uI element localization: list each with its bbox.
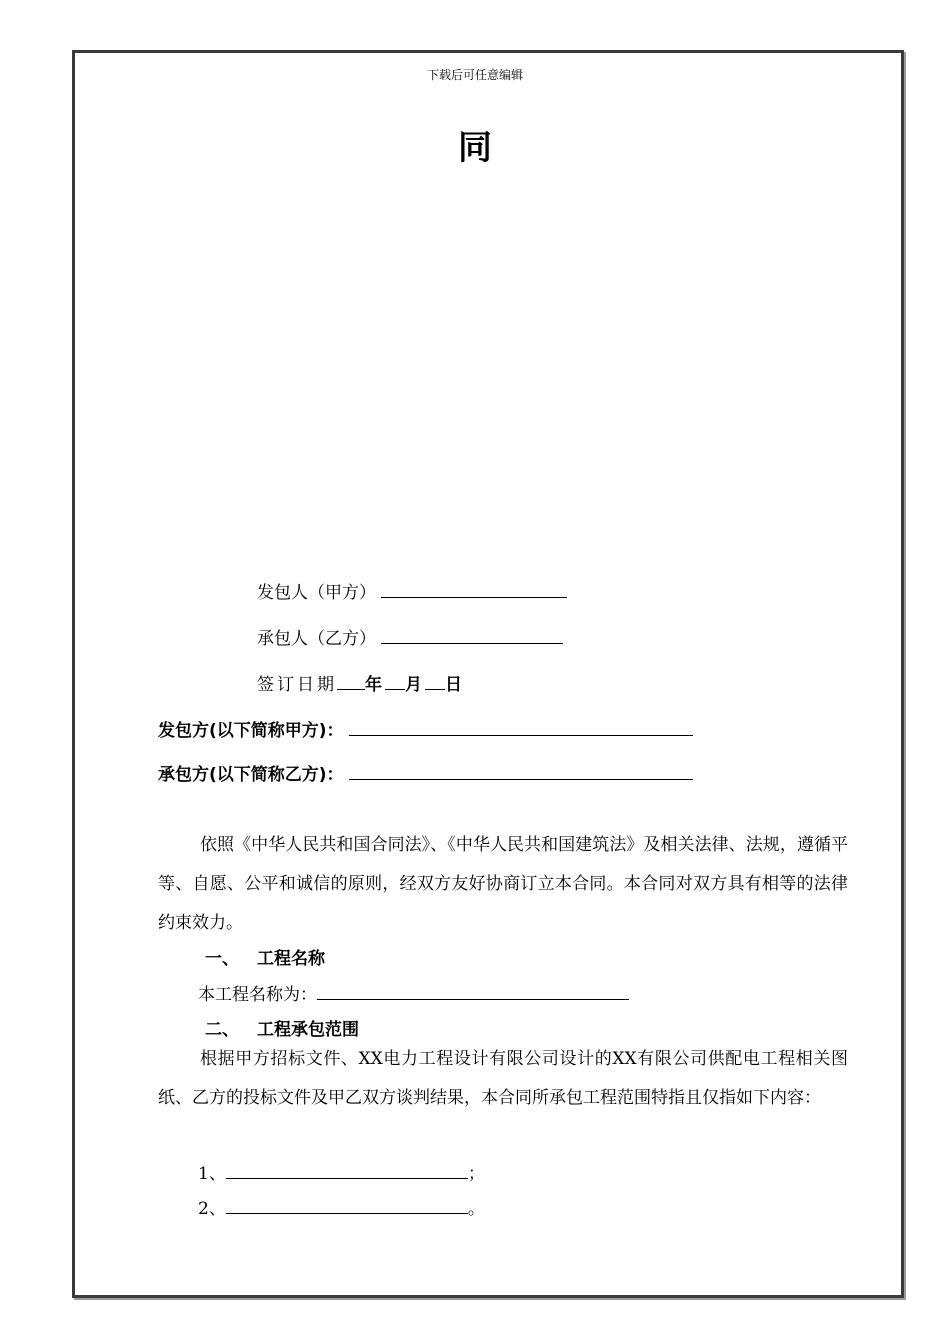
party-a-label: 发包方(以下简称甲方)： — [158, 721, 344, 741]
contractor-line — [257, 624, 563, 649]
year-blank[interactable] — [337, 671, 365, 690]
section-2-number: 二、 — [205, 1020, 239, 1040]
scope-item-blank[interactable] — [226, 1195, 468, 1214]
employer-blank[interactable] — [381, 579, 567, 598]
section-1-number: 一、 — [205, 949, 239, 969]
party-b-blank[interactable] — [349, 761, 693, 780]
scope-item — [198, 1194, 485, 1219]
party-a-line — [158, 716, 693, 741]
project-name-blank[interactable] — [317, 981, 629, 1000]
party-b-label: 承包方(以下简称乙方)： — [158, 765, 344, 785]
scope-item-blank[interactable] — [226, 1160, 468, 1179]
party-a-blank[interactable] — [349, 717, 693, 736]
scope-item-index: 1、 — [198, 1164, 226, 1184]
contractor-label: 承包人（乙方） — [257, 629, 376, 649]
month-blank[interactable] — [385, 671, 405, 690]
employer-line — [257, 578, 567, 603]
section-1-heading — [205, 944, 325, 969]
year-label: 年 — [365, 675, 385, 695]
contract-title: 同 — [458, 128, 492, 168]
signing-date-line — [257, 670, 465, 695]
scope-item — [198, 1159, 485, 1184]
day-blank[interactable] — [425, 671, 445, 690]
project-name-label: 本工程名称为： — [198, 985, 317, 1005]
month-label: 月 — [405, 675, 425, 695]
employer-label: 发包人（甲方） — [257, 583, 376, 603]
section-2-heading — [205, 1015, 359, 1040]
intro-paragraph: 依照《中华人民共和国合同法》、《中华人民共和国建筑法》及相关法律、法规，遵循平等、自愿、公平和诚信的原则，经双方友好协商订立本合同。本合同对双方具有相等的法律约束效力。 — [158, 835, 848, 933]
header-note: 下载后可任意编辑 — [426, 68, 523, 82]
section-1-title: 工程名称 — [257, 949, 325, 969]
section-2-title: 工程承包范围 — [257, 1020, 359, 1040]
day-label: 日 — [445, 675, 465, 695]
contractor-blank[interactable] — [381, 625, 563, 644]
scope-item-end: ； — [467, 1164, 485, 1184]
scope-item-end: 。 — [467, 1199, 485, 1219]
scope-item-index: 2、 — [198, 1199, 226, 1219]
party-b-line — [158, 760, 693, 785]
date-label: 签订日期 — [257, 675, 337, 695]
project-name-line — [198, 980, 629, 1005]
scope-paragraph: 根据甲方招标文件、XX电力工程设计有限公司设计的XX有限公司供配电工程相关图纸、乙方的投标文件及甲乙双方谈判结果，本合同所承包工程范围特指且仅指如下内容： — [158, 1049, 848, 1108]
